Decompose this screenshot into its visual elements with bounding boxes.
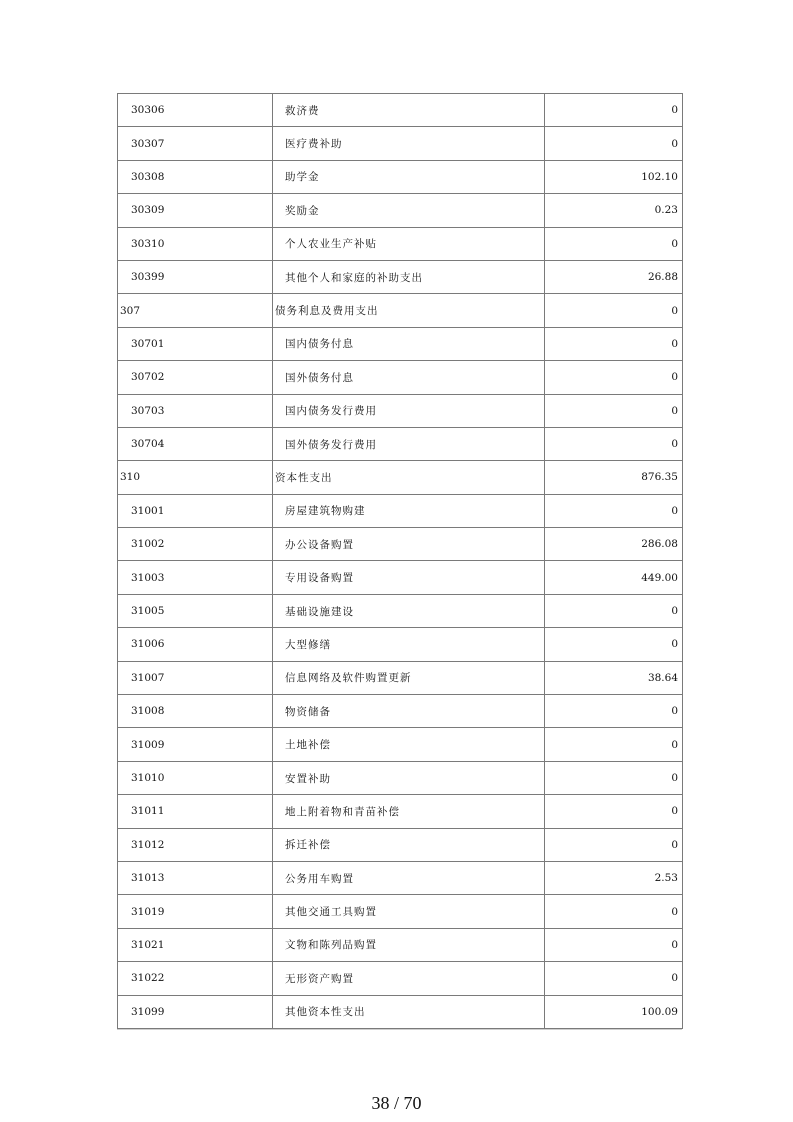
row-name-cell: 地上附着物和青苗补偿 [273, 795, 545, 828]
row-amount-cell: 876.35 [545, 461, 683, 494]
table-row [118, 461, 683, 494]
row-code-cell: 31099 [118, 995, 273, 1028]
table-row [118, 294, 683, 327]
row-name-cell: 大型修缮 [273, 628, 545, 661]
row-name-cell: 奖励金 [273, 194, 545, 227]
row-name-cell: 土地补偿 [273, 728, 545, 761]
row-name-cell: 基础设施建设 [273, 594, 545, 627]
table-row [118, 995, 683, 1028]
row-code-cell: 307 [118, 294, 273, 327]
table-row [118, 494, 683, 527]
row-amount-cell: 0 [545, 728, 683, 761]
row-name-cell: 国内债务发行费用 [273, 394, 545, 427]
table-row [118, 427, 683, 460]
row-amount-cell: 0 [545, 962, 683, 995]
row-code-cell: 31007 [118, 661, 273, 694]
row-name-cell: 助学金 [273, 160, 545, 193]
row-code-cell: 310 [118, 461, 273, 494]
row-amount-cell: 0 [545, 761, 683, 794]
row-code-cell: 30306 [118, 94, 273, 127]
row-amount-cell: 2.53 [545, 861, 683, 894]
row-amount-cell: 0 [545, 361, 683, 394]
row-name-cell: 个人农业生产补贴 [273, 227, 545, 260]
table-row [118, 761, 683, 794]
table-row [118, 194, 683, 227]
row-name-cell: 拆迁补偿 [273, 828, 545, 861]
table-row [118, 561, 683, 594]
page-number: 38 / 70 [371, 1093, 422, 1113]
table-bottom-rule [117, 1029, 682, 1030]
row-code-cell: 31003 [118, 561, 273, 594]
row-code-cell: 30703 [118, 394, 273, 427]
row-amount-cell: 38.64 [545, 661, 683, 694]
row-name-cell: 办公设备购置 [273, 528, 545, 561]
row-code-cell: 30308 [118, 160, 273, 193]
row-name-cell: 医疗费补助 [273, 127, 545, 160]
table-row [118, 94, 683, 127]
row-code-cell: 31013 [118, 861, 273, 894]
row-name-cell: 国外债务发行费用 [273, 427, 545, 460]
row-name-cell: 无形资产购置 [273, 962, 545, 995]
table-row [118, 962, 683, 995]
row-amount-cell: 0 [545, 695, 683, 728]
row-amount-cell: 0.23 [545, 194, 683, 227]
row-amount-cell: 0 [545, 494, 683, 527]
table-row [118, 394, 683, 427]
row-name-cell: 其他个人和家庭的补助支出 [273, 260, 545, 293]
row-amount-cell: 0 [545, 94, 683, 127]
row-name-cell: 信息网络及软件购置更新 [273, 661, 545, 694]
row-name-cell: 国内债务付息 [273, 327, 545, 360]
row-amount-cell: 0 [545, 394, 683, 427]
row-code-cell: 31010 [118, 761, 273, 794]
row-name-cell: 其他资本性支出 [273, 995, 545, 1028]
table-row [118, 160, 683, 193]
row-code-cell: 30309 [118, 194, 273, 227]
row-amount-cell: 0 [545, 828, 683, 861]
row-code-cell: 30399 [118, 260, 273, 293]
row-amount-cell: 286.08 [545, 528, 683, 561]
row-code-cell: 31008 [118, 695, 273, 728]
expenditure-table-body [118, 94, 683, 1029]
expenditure-table [117, 93, 683, 1029]
row-code-cell: 31001 [118, 494, 273, 527]
row-amount-cell: 0 [545, 294, 683, 327]
row-code-cell: 31009 [118, 728, 273, 761]
row-amount-cell: 0 [545, 928, 683, 961]
row-amount-cell: 449.00 [545, 561, 683, 594]
row-name-cell: 国外债务付息 [273, 361, 545, 394]
row-amount-cell: 0 [545, 127, 683, 160]
row-name-cell: 专用设备购置 [273, 561, 545, 594]
row-name-cell: 房屋建筑物购建 [273, 494, 545, 527]
table-row [118, 327, 683, 360]
row-code-cell: 30701 [118, 327, 273, 360]
row-amount-cell: 0 [545, 594, 683, 627]
row-name-cell: 文物和陈列品购置 [273, 928, 545, 961]
table-row [118, 795, 683, 828]
row-amount-cell: 0 [545, 628, 683, 661]
row-code-cell: 31011 [118, 795, 273, 828]
table-row [118, 828, 683, 861]
row-amount-cell: 26.88 [545, 260, 683, 293]
table-row [118, 695, 683, 728]
row-amount-cell: 0 [545, 895, 683, 928]
row-name-cell: 资本性支出 [273, 461, 545, 494]
row-code-cell: 31005 [118, 594, 273, 627]
table-row [118, 661, 683, 694]
row-code-cell: 31019 [118, 895, 273, 928]
row-name-cell: 安置补助 [273, 761, 545, 794]
row-name-cell: 其他交通工具购置 [273, 895, 545, 928]
row-code-cell: 30307 [118, 127, 273, 160]
row-amount-cell: 100.09 [545, 995, 683, 1028]
table-row [118, 260, 683, 293]
row-code-cell: 31002 [118, 528, 273, 561]
table-row [118, 861, 683, 894]
table-row [118, 227, 683, 260]
row-code-cell: 31022 [118, 962, 273, 995]
table-row [118, 928, 683, 961]
table-row [118, 127, 683, 160]
row-code-cell: 30702 [118, 361, 273, 394]
row-amount-cell: 102.10 [545, 160, 683, 193]
table-row [118, 728, 683, 761]
row-code-cell: 31021 [118, 928, 273, 961]
row-code-cell: 30704 [118, 427, 273, 460]
row-amount-cell: 0 [545, 227, 683, 260]
table-row [118, 628, 683, 661]
row-amount-cell: 0 [545, 795, 683, 828]
row-amount-cell: 0 [545, 327, 683, 360]
table-row [118, 594, 683, 627]
table-row [118, 528, 683, 561]
row-amount-cell: 0 [545, 427, 683, 460]
table-row [118, 895, 683, 928]
table-row [118, 361, 683, 394]
row-name-cell: 物资储备 [273, 695, 545, 728]
row-code-cell: 31006 [118, 628, 273, 661]
row-name-cell: 救济费 [273, 94, 545, 127]
row-code-cell: 30310 [118, 227, 273, 260]
row-name-cell: 公务用车购置 [273, 861, 545, 894]
row-code-cell: 31012 [118, 828, 273, 861]
row-name-cell: 债务利息及费用支出 [273, 294, 545, 327]
